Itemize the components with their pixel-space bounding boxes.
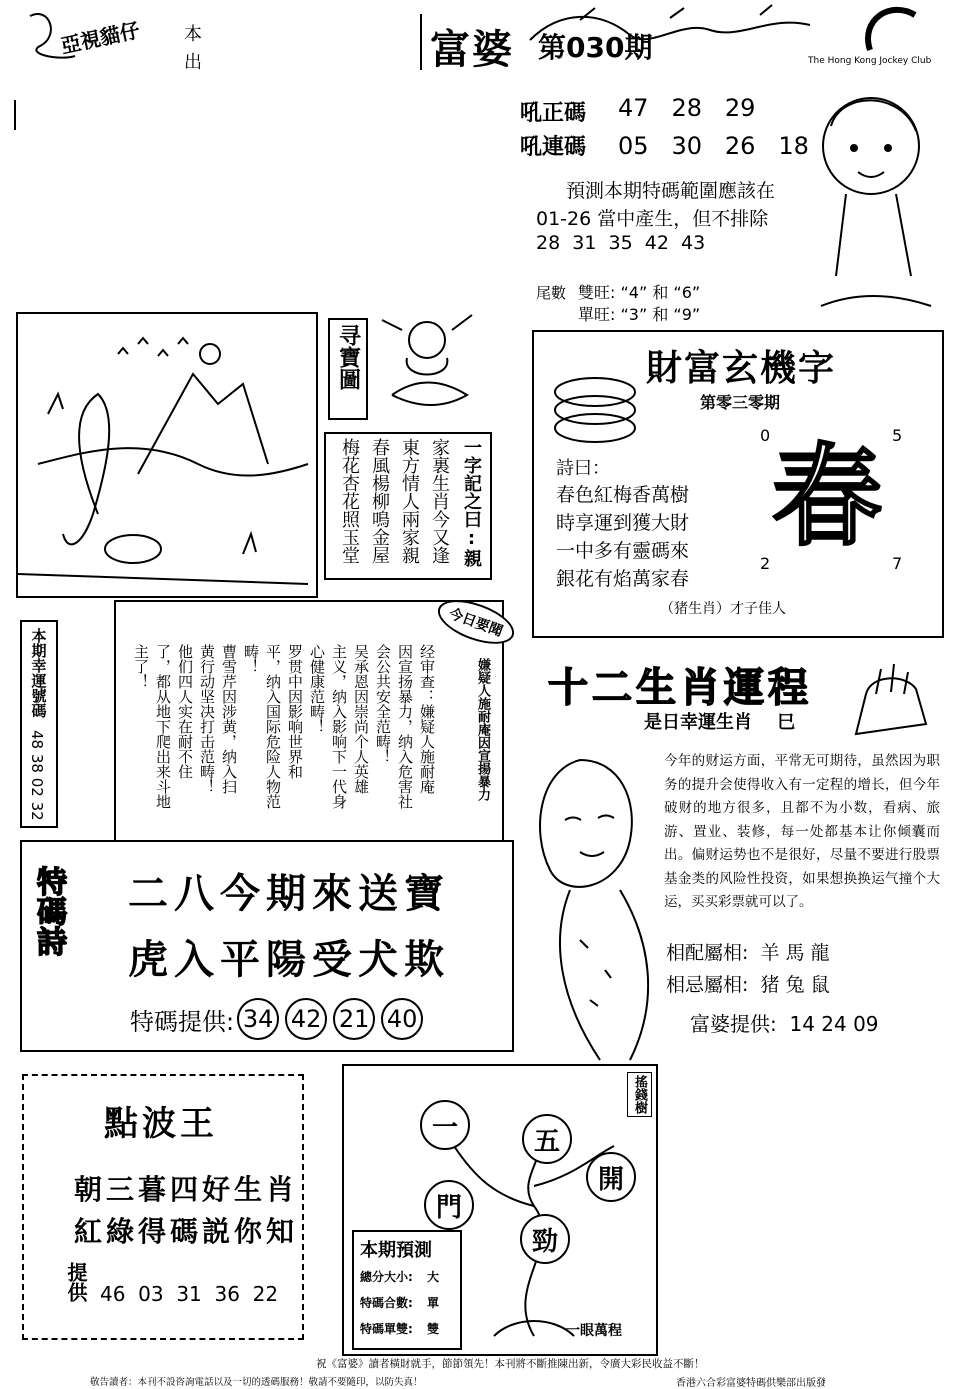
special-num: 21 [333, 998, 375, 1040]
wealth-big-char: 春 [772, 433, 882, 561]
tree-coin: 五 [522, 1114, 572, 1164]
dianbo-box [22, 1074, 304, 1340]
news-badge: 今日要聞 [432, 591, 519, 652]
single-label: 單旺: [578, 305, 616, 324]
news-col: 吴承恩因崇尚个人英雄 [352, 644, 370, 794]
money-tree-box [342, 1064, 658, 1356]
news-col: 曹雪芹因涉黄，纳入扫 [220, 644, 238, 794]
zheng-num: 29 [724, 94, 756, 122]
wealth-box [532, 330, 944, 638]
predict-row-value: 雙 [427, 1322, 440, 1336]
predict-row-value: 單 [427, 1296, 440, 1310]
special-num: 40 [381, 998, 423, 1040]
single-row [578, 302, 700, 325]
match-value: 羊 馬 龍 [760, 942, 830, 964]
tree-caption: 一眼萬程 [566, 1323, 622, 1339]
left-bracket [14, 100, 22, 130]
news-col: 经审查：嫌疑人施耐庵 [418, 644, 436, 794]
tree-coin: 一 [420, 1100, 470, 1150]
zodiac-match [666, 938, 830, 965]
tail-label: 尾數 [536, 284, 567, 302]
zheng-num: 28 [671, 94, 702, 122]
predict-row-value: 大 [427, 1270, 440, 1284]
dianbo-line-1: 朝三暮四好生肖 [74, 1173, 299, 1206]
news-headline: 嫌疑人施耐庵因宣揚暴力 [475, 658, 490, 801]
news-box [114, 600, 504, 842]
brand-title: 富婆 [430, 26, 514, 73]
header-divider [420, 14, 422, 70]
wealth-issue: 第零三零期 [700, 393, 781, 412]
lucky-box [20, 620, 58, 828]
lian-num: 05 [618, 132, 649, 160]
special-provide [130, 998, 426, 1040]
special-side-label: 特碼詩 [31, 866, 66, 956]
wealth-title: 財富玄機字 [646, 347, 837, 389]
tree-coin: 開 [586, 1152, 636, 1202]
wealth-caption: （猪生肖）才子佳人 [660, 601, 786, 617]
lian-num: 26 [724, 132, 756, 160]
dianbo-line-2: 紅綠得碼説你知 [74, 1215, 299, 1248]
wealth-line: 一中多有靈碼來 [556, 540, 690, 562]
predict-row-label: 總分大小: [360, 1270, 413, 1284]
zodiac-subtitle-text: 是日幸運生肖 [644, 712, 752, 733]
zheng-num: 47 [618, 94, 649, 122]
jockey-club: The Hong Kong Jockey Club [808, 56, 932, 66]
corner-logo [20, 6, 170, 66]
lian-num: 18 [778, 132, 809, 160]
wealth-num-br: 7 [892, 554, 903, 573]
zodiac-avoid [666, 970, 830, 997]
double-value: “4” 和 “6” [620, 283, 701, 302]
poem-col-4: 春風楊柳鳴金屋 [369, 438, 390, 564]
news-col: 罗贯中因影响世界和 [286, 644, 304, 779]
coins-icon [540, 362, 650, 452]
news-col: 了，都从地下爬出来斗地 [154, 644, 172, 809]
dianbo-numbers: 46 03 31 36 22 [100, 1282, 279, 1306]
zodiac-paragraph: 今年的财运方面，平常无可期待，虽然因为职务的提升会使得收入有一定程的增长，但今年破财的地方很多，且都不为小数，看病、旅游、置业、装修，每一处都基本让你倾囊而出。偏财运势也不是很好，尽量不要进行股票基金类的风险性投资，如果想换换运气撞个大运，买买彩票就可以了。 [664, 753, 940, 910]
wealth-line: 銀花有焰萬家春 [556, 568, 690, 590]
news-col: 畴！ [242, 644, 260, 674]
tree-coin: 勁 [520, 1214, 570, 1264]
corner-swirl-icon [20, 6, 80, 66]
poem-col-5: 梅花杏花照玉堂 [339, 438, 360, 564]
provide-value: 14 24 09 [789, 1012, 879, 1036]
landscape-sketch-icon [18, 314, 316, 596]
news-col: 他们四人实在耐不住 [176, 644, 194, 779]
avoid-value: 猪 兔 鼠 [760, 974, 830, 996]
extra-numbers: 28 31 35 42 43 [536, 232, 706, 254]
corner-left-1: 本 [184, 24, 202, 45]
footer-notice: 敬告讀者：本刊不設咨詢電話以及一切的透碼服務！敬請不要隨印，以防失真！ [90, 1377, 423, 1388]
predict-line: 預測本期特碼範圍應該在 [566, 180, 776, 202]
hand-icon [846, 654, 936, 744]
money-tree-tag: 搖錢樹 [627, 1072, 652, 1117]
corner-left-2: 出 [184, 52, 202, 73]
lucky-numbers: 48 38 02 32 [28, 730, 46, 821]
predict-title: 本期預測 [360, 1240, 432, 1261]
wealth-line: 春色紅梅香萬樹 [556, 484, 690, 506]
zodiac-subtitle [644, 708, 795, 734]
news-col: 会公共安全范畴！ [374, 644, 392, 764]
predict-row [360, 1294, 439, 1311]
predict-row-label: 特碼單雙: [360, 1322, 413, 1336]
single-value: “3” 和 “9” [620, 305, 701, 324]
predict-row [360, 1320, 439, 1337]
news-col: 主了！ [132, 644, 150, 689]
special-line-2: 虎入平陽受犬欺 [128, 936, 450, 983]
range-line: 01-26 當中產生，但不排除 [536, 208, 769, 230]
match-label: 相配屬相: [666, 942, 749, 964]
special-box [20, 840, 514, 1052]
lian-label: 吼連碼 [520, 135, 587, 160]
zheng-numbers [618, 94, 755, 122]
news-col: 主义，纳入影响下一代身 [330, 644, 348, 809]
woman-portrait-icon [510, 740, 680, 1070]
double-label: 雙旺: [578, 283, 616, 302]
cupid-icon [372, 300, 482, 410]
dianbo-provide-label: 提供 [64, 1262, 88, 1302]
special-num: 34 [237, 998, 279, 1040]
double-row [578, 280, 700, 303]
lian-numbers [618, 132, 809, 160]
zodiac-title: 十二生肖運程 [548, 664, 812, 711]
zheng-label: 吼正碼 [520, 101, 587, 126]
news-col: 因宣扬暴力，纳入危害社 [396, 644, 414, 809]
footer-wish: 祝《富婆》讀者橫財就手，節節領先！本刊將不斷推陳出新，令廣大彩民收益不斷！ [316, 1358, 705, 1370]
lian-num: 30 [671, 132, 702, 160]
avoid-label: 相忌屬相: [666, 974, 749, 996]
landscape-picture [16, 312, 318, 598]
tree-coin: 門 [424, 1180, 474, 1230]
news-col: 平，纳入国际危险人物范 [264, 644, 282, 809]
zodiac-animal: 巳 [777, 712, 796, 733]
lucky-label: 本期幸運號碼 [29, 628, 48, 718]
poem-col-1: 一字記之曰:親 [461, 438, 482, 567]
wealth-num-tr: 5 [892, 426, 903, 445]
special-provide-label: 特碼提供: [130, 1007, 235, 1036]
news-col: 心健康范畴！ [308, 644, 326, 734]
boy-portrait-icon [806, 76, 936, 316]
zodiac-provide [690, 1008, 879, 1037]
poem-col-2: 家裏生肖今又逢 [429, 438, 450, 564]
wealth-poem-label: 詩曰： [556, 458, 610, 479]
provide-label: 富婆提供: [690, 1012, 777, 1036]
wealth-line: 時享運到獲大財 [556, 512, 690, 534]
special-num: 42 [285, 998, 327, 1040]
special-line-1: 二八今期來送寶 [128, 870, 450, 917]
predict-row [360, 1268, 439, 1285]
footer-publisher: 香港六合彩富婆特碼供樂部出版發 [676, 1378, 826, 1389]
predict-box [352, 1230, 462, 1350]
horse-banner-icon [520, 0, 820, 60]
poem-col-3: 東方情人兩家親 [399, 438, 420, 564]
wealth-num-bl: 2 [760, 554, 771, 573]
predict-row-label: 特碼合數: [360, 1296, 413, 1310]
news-col: 黄行动坚决打击范畴！ [198, 644, 216, 794]
treasure-label: 寻寶圖 [335, 324, 361, 390]
dianbo-title: 點波王 [104, 1104, 218, 1144]
wealth-num-tl: 0 [760, 426, 771, 445]
poem-scroll [324, 432, 492, 580]
horseshoe-icon [860, 0, 930, 60]
issue-number: 第030期 [538, 31, 653, 64]
treasure-label-box [328, 318, 368, 420]
corner-title: 亞視貓仔 [58, 17, 142, 59]
